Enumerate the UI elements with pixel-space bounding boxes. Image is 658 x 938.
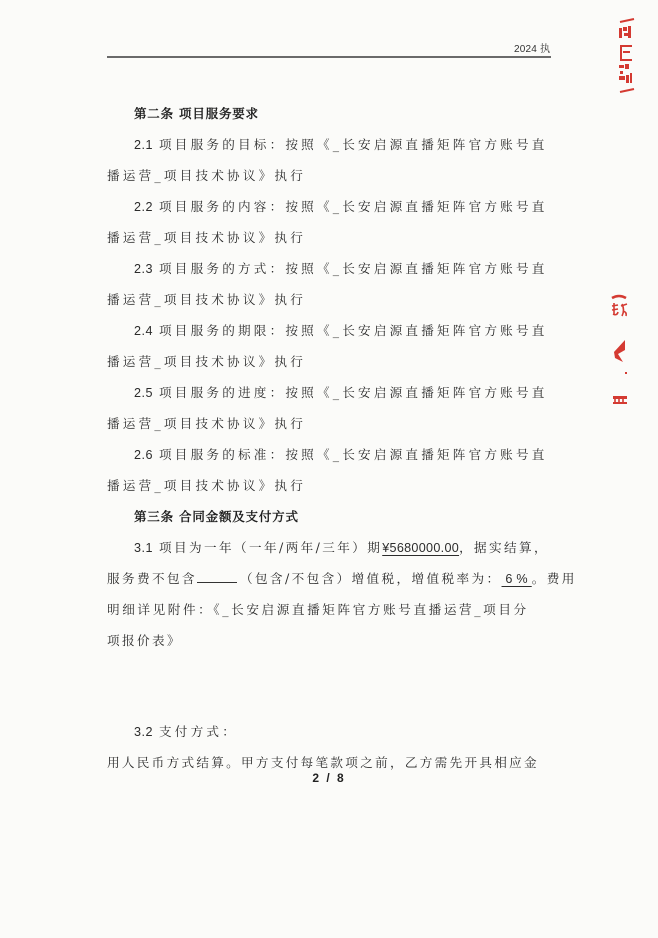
clause-number: 2.3 (134, 262, 154, 276)
clause-text-continued: 播运营_项目技术协议》执行 (107, 354, 307, 369)
section-heading-article-2: 第二条 项目服务要求 (134, 106, 259, 121)
clause-number: 2.1 (134, 138, 154, 152)
clause-text: 项目服务的目标：按照《_长安启源直播矩阵官方账号直 (159, 137, 548, 152)
seal-stamp-fragment-middle (609, 292, 629, 414)
header-rule (107, 56, 551, 58)
clause-text: 服务费不包含 (107, 571, 197, 586)
clause-title: 支付方式： (159, 724, 238, 739)
document-body (107, 98, 577, 778)
clause-number: 2.2 (134, 200, 154, 214)
clause-text-continued: 播运营_项目技术协议》执行 (107, 168, 307, 183)
seal-stamp-fragment-top (614, 18, 634, 96)
clause-3-1 (107, 532, 577, 656)
clause-text-continued: 用人民币方式结算。甲方支付每笔款项之前，乙方需先开具相应金 (107, 755, 539, 770)
clause-2-4 (107, 315, 551, 377)
clause-2-5 (107, 377, 551, 439)
clause-text-continued: 播运营_项目技术协议》执行 (107, 478, 307, 493)
clause-text-continued: 播运营_项目技术协议》执行 (107, 292, 307, 307)
clause-text: 项目服务的期限：按照《_长安启源直播矩阵官方账号直 (159, 323, 548, 338)
blank-field-tax-inclusion (197, 571, 237, 583)
tax-rate: 6 % (501, 572, 532, 586)
clause-2-3 (107, 253, 551, 315)
clause-text: 项目服务的进度：按照《_长安启源直播矩阵官方账号直 (159, 385, 548, 400)
clause-text: （包含/不包含）增值税，增值税率为： (239, 571, 502, 586)
clause-3-2 (107, 716, 551, 778)
clause-number: 2.4 (134, 324, 154, 338)
blank-spacer (107, 656, 551, 716)
clause-text-continued: 明细详见附件：《_长安启源直播矩阵官方账号直播运营_项目分 (107, 602, 529, 617)
clause-text-continued: 播运营_项目技术协议》执行 (107, 416, 307, 431)
clause-2-1 (107, 129, 551, 191)
section-heading-article-3: 第三条 合同金额及支付方式 (134, 509, 299, 524)
clause-text: 项目服务的方式：按照《_长安启源直播矩阵官方账号直 (159, 261, 548, 276)
clause-text: 项目服务的标准：按照《_长安启源直播矩阵官方账号直 (159, 447, 548, 462)
clause-text: 项目服务的内容：按照《_长安启源直播矩阵官方账号直 (159, 199, 548, 214)
header-label: 2024 执 (514, 44, 551, 55)
clause-number: 2.6 (134, 448, 154, 462)
clause-number: 3.2 (134, 725, 154, 739)
clause-text: 项目为一年（一年/两年/三年）期 (159, 540, 383, 555)
clause-text-continued: 项报价表》 (107, 633, 182, 648)
page-number: 2 / 8 (312, 771, 346, 785)
clause-number: 2.5 (134, 386, 154, 400)
contract-amount: ¥5680000.00 (382, 541, 460, 555)
clause-text: ，据实结算， (459, 540, 550, 555)
clause-text: 。费用 (531, 571, 577, 586)
clause-text-continued: 播运营_项目技术协议》执行 (107, 230, 307, 245)
clause-2-6 (107, 439, 551, 501)
clause-2-2 (107, 191, 551, 253)
clause-number: 3.1 (134, 541, 154, 555)
